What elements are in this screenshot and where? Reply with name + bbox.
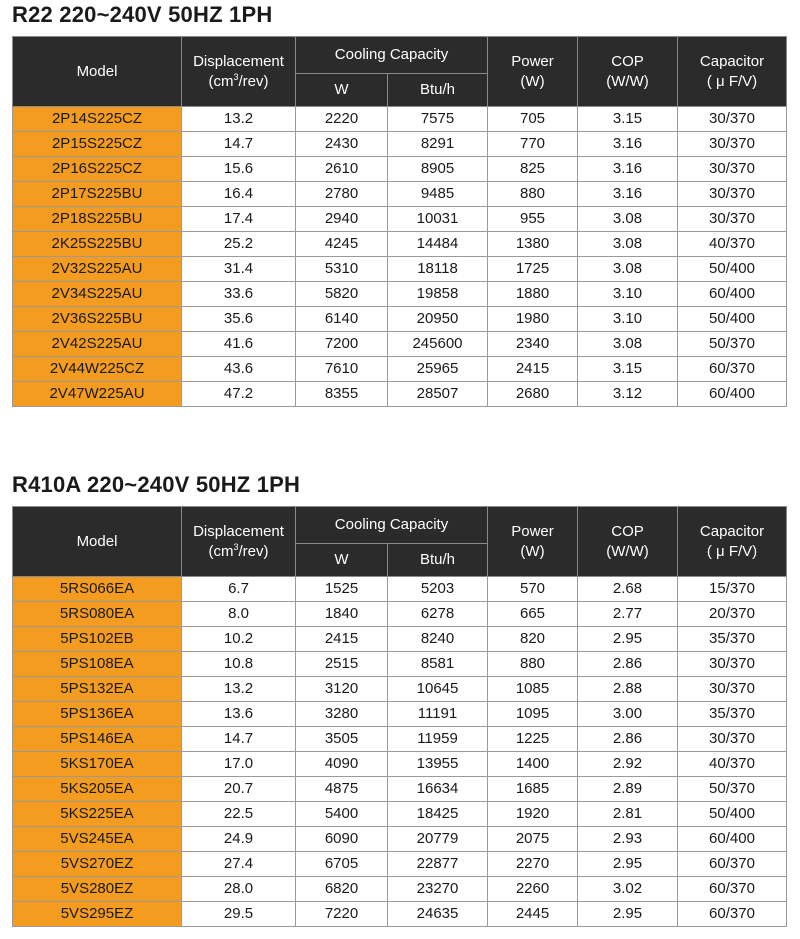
power-cell: 2260 <box>488 877 578 902</box>
header-watts: W <box>296 544 388 577</box>
table-row <box>13 157 787 182</box>
model-cell: 5KS170EA <box>13 752 182 777</box>
header-cop: COP (W/W) <box>578 37 678 107</box>
displacement-cell: 17.0 <box>182 752 296 777</box>
cop-cell: 3.08 <box>578 332 678 357</box>
displacement-cell: 14.7 <box>182 727 296 752</box>
btu-cell: 22877 <box>388 852 488 877</box>
watts-cell: 2220 <box>296 107 388 132</box>
header-cop: COP (W/W) <box>578 507 678 577</box>
watts-cell: 4090 <box>296 752 388 777</box>
cop-cell: 3.10 <box>578 282 678 307</box>
power-cell: 570 <box>488 577 578 602</box>
table-row <box>13 702 787 727</box>
displacement-cell: 25.2 <box>182 232 296 257</box>
power-cell: 2680 <box>488 382 578 407</box>
table-row <box>13 577 787 602</box>
cop-cell: 2.93 <box>578 827 678 852</box>
header-capacitor: Capacitor ( μ F/V) <box>678 37 787 107</box>
table-header <box>13 37 787 107</box>
capacitor-cell: 60/400 <box>678 282 787 307</box>
cop-cell: 2.92 <box>578 752 678 777</box>
cop-cell: 3.08 <box>578 257 678 282</box>
btu-cell: 20779 <box>388 827 488 852</box>
section-title: R410A 220~240V 50HZ 1PH <box>12 472 301 497</box>
model-cell: 5RS080EA <box>13 602 182 627</box>
watts-cell: 5400 <box>296 802 388 827</box>
model-cell: 2V34S225AU <box>13 282 182 307</box>
section-title: R22 220~240V 50HZ 1PH <box>12 2 273 27</box>
power-cell: 2340 <box>488 332 578 357</box>
displacement-cell: 31.4 <box>182 257 296 282</box>
watts-cell: 7220 <box>296 902 388 927</box>
model-cell: 5VS295EZ <box>13 902 182 927</box>
table-row <box>13 332 787 357</box>
watts-cell: 8355 <box>296 382 388 407</box>
capacitor-cell: 50/400 <box>678 802 787 827</box>
table-row <box>13 107 787 132</box>
table-row <box>13 727 787 752</box>
header-displacement: Displacement $(cm^3/rev)$ <box>182 37 296 107</box>
displacement-cell: 14.7 <box>182 132 296 157</box>
power-cell: 825 <box>488 157 578 182</box>
table-row <box>13 652 787 677</box>
displacement-cell: 16.4 <box>182 182 296 207</box>
watts-cell: 2940 <box>296 207 388 232</box>
displacement-cell: 10.8 <box>182 652 296 677</box>
r22-section <box>12 2 786 407</box>
model-cell: 5KS225EA <box>13 802 182 827</box>
cop-cell: 3.15 <box>578 107 678 132</box>
displacement-cell: 17.4 <box>182 207 296 232</box>
displacement-cell: 15.6 <box>182 157 296 182</box>
table-row <box>13 627 787 652</box>
btu-cell: 11959 <box>388 727 488 752</box>
btu-cell: 11191 <box>388 702 488 727</box>
power-cell: 880 <box>488 652 578 677</box>
model-cell: 2P18S225BU <box>13 207 182 232</box>
capacitor-cell: 60/400 <box>678 382 787 407</box>
table-body <box>13 107 787 407</box>
cop-cell: 2.86 <box>578 652 678 677</box>
watts-cell: 3120 <box>296 677 388 702</box>
power-cell: 1920 <box>488 802 578 827</box>
table-row <box>13 257 787 282</box>
cop-cell: 3.08 <box>578 207 678 232</box>
capacitor-cell: 20/370 <box>678 602 787 627</box>
capacitor-cell: 35/370 <box>678 702 787 727</box>
btu-cell: 19858 <box>388 282 488 307</box>
table-row <box>13 382 787 407</box>
watts-cell: 2430 <box>296 132 388 157</box>
watts-cell: 2780 <box>296 182 388 207</box>
power-cell: 665 <box>488 602 578 627</box>
model-cell: 5VS270EZ <box>13 852 182 877</box>
table-row <box>13 182 787 207</box>
cop-cell: 3.15 <box>578 357 678 382</box>
model-cell: 2V42S225AU <box>13 332 182 357</box>
power-cell: 1725 <box>488 257 578 282</box>
displacement-cell: 20.7 <box>182 777 296 802</box>
btu-cell: 18118 <box>388 257 488 282</box>
btu-cell: 13955 <box>388 752 488 777</box>
watts-cell: 4875 <box>296 777 388 802</box>
model-cell: 2P16S225CZ <box>13 157 182 182</box>
header-power: Power (W) <box>488 37 578 107</box>
displacement-cell: 28.0 <box>182 877 296 902</box>
btu-cell: 20950 <box>388 307 488 332</box>
table-row <box>13 207 787 232</box>
watts-cell: 5310 <box>296 257 388 282</box>
watts-cell: 1840 <box>296 602 388 627</box>
header-model: Model <box>13 507 182 577</box>
capacitor-cell: 40/370 <box>678 752 787 777</box>
table-row <box>13 677 787 702</box>
table-body <box>13 577 787 927</box>
power-cell: 2075 <box>488 827 578 852</box>
capacitor-cell: 30/370 <box>678 207 787 232</box>
capacitor-cell: 50/400 <box>678 307 787 332</box>
displacement-cell: 24.9 <box>182 827 296 852</box>
model-cell: 5RS066EA <box>13 577 182 602</box>
btu-cell: 6278 <box>388 602 488 627</box>
table-header <box>13 507 787 577</box>
header-capacitor: Capacitor ( μ F/V) <box>678 507 787 577</box>
model-cell: 5PS136EA <box>13 702 182 727</box>
model-cell: 5VS245EA <box>13 827 182 852</box>
capacitor-cell: 30/370 <box>678 652 787 677</box>
watts-cell: 6140 <box>296 307 388 332</box>
model-cell: 2V47W225AU <box>13 382 182 407</box>
cop-cell: 2.95 <box>578 902 678 927</box>
capacitor-cell: 30/370 <box>678 677 787 702</box>
btu-cell: 8905 <box>388 157 488 182</box>
model-cell: 2P14S225CZ <box>13 107 182 132</box>
cop-cell: 3.16 <box>578 132 678 157</box>
watts-cell: 5820 <box>296 282 388 307</box>
power-cell: 770 <box>488 132 578 157</box>
watts-cell: 3280 <box>296 702 388 727</box>
displacement-cell: 43.6 <box>182 357 296 382</box>
power-cell: 955 <box>488 207 578 232</box>
power-cell: 1880 <box>488 282 578 307</box>
capacitor-cell: 60/370 <box>678 852 787 877</box>
watts-cell: 6705 <box>296 852 388 877</box>
header-cooling-capacity: Cooling Capacity <box>296 37 488 74</box>
btu-cell: 24635 <box>388 902 488 927</box>
power-cell: 1980 <box>488 307 578 332</box>
capacitor-cell: 35/370 <box>678 627 787 652</box>
table-row <box>13 602 787 627</box>
r22-spec-table <box>12 36 787 407</box>
power-cell: 2445 <box>488 902 578 927</box>
displacement-cell: 22.5 <box>182 802 296 827</box>
table-row <box>13 877 787 902</box>
cop-cell: 3.02 <box>578 877 678 902</box>
header-power: Power (W) <box>488 507 578 577</box>
header-model: Model <box>13 37 182 107</box>
table-row <box>13 827 787 852</box>
displacement-cell: 6.7 <box>182 577 296 602</box>
displacement-cell: 35.6 <box>182 307 296 332</box>
cop-cell: 2.88 <box>578 677 678 702</box>
capacitor-cell: 30/370 <box>678 132 787 157</box>
btu-cell: 14484 <box>388 232 488 257</box>
power-cell: 1380 <box>488 232 578 257</box>
watts-cell: 3505 <box>296 727 388 752</box>
watts-cell: 2515 <box>296 652 388 677</box>
table-row <box>13 132 787 157</box>
displacement-cell: 33.6 <box>182 282 296 307</box>
displacement-cell: 13.2 <box>182 107 296 132</box>
displacement-cell: 13.2 <box>182 677 296 702</box>
watts-cell: 7610 <box>296 357 388 382</box>
btu-cell: 10645 <box>388 677 488 702</box>
model-cell: 2V36S225BU <box>13 307 182 332</box>
model-cell: 5PS132EA <box>13 677 182 702</box>
cop-cell: 2.68 <box>578 577 678 602</box>
header-displacement: Displacement $(cm^3/rev)$ <box>182 507 296 577</box>
table-row <box>13 802 787 827</box>
cop-cell: 2.81 <box>578 802 678 827</box>
cop-cell: 2.95 <box>578 627 678 652</box>
btu-cell: 245600 <box>388 332 488 357</box>
capacitor-cell: 30/370 <box>678 727 787 752</box>
cop-cell: 2.95 <box>578 852 678 877</box>
btu-cell: 5203 <box>388 577 488 602</box>
power-cell: 2415 <box>488 357 578 382</box>
capacitor-cell: 60/370 <box>678 877 787 902</box>
table-row <box>13 752 787 777</box>
capacitor-cell: 60/370 <box>678 357 787 382</box>
capacitor-cell: 50/370 <box>678 332 787 357</box>
btu-cell: 16634 <box>388 777 488 802</box>
watts-cell: 4245 <box>296 232 388 257</box>
cop-cell: 3.12 <box>578 382 678 407</box>
capacitor-cell: 30/370 <box>678 182 787 207</box>
header-btu: Btu/h <box>388 74 488 107</box>
btu-cell: 10031 <box>388 207 488 232</box>
btu-cell: 18425 <box>388 802 488 827</box>
model-cell: 5VS280EZ <box>13 877 182 902</box>
cop-cell: 2.77 <box>578 602 678 627</box>
displacement-cell: 47.2 <box>182 382 296 407</box>
displacement-cell: 41.6 <box>182 332 296 357</box>
power-cell: 2270 <box>488 852 578 877</box>
table-row <box>13 307 787 332</box>
table-row <box>13 282 787 307</box>
power-cell: 1085 <box>488 677 578 702</box>
displacement-cell: 8.0 <box>182 602 296 627</box>
model-cell: 2P15S225CZ <box>13 132 182 157</box>
model-cell: 2K25S225BU <box>13 232 182 257</box>
table-row <box>13 777 787 802</box>
capacitor-cell: 60/400 <box>678 827 787 852</box>
power-cell: 1400 <box>488 752 578 777</box>
header-btu: Btu/h <box>388 544 488 577</box>
watts-cell: 6090 <box>296 827 388 852</box>
btu-cell: 8581 <box>388 652 488 677</box>
watts-cell: 2415 <box>296 627 388 652</box>
displacement-cell: 27.4 <box>182 852 296 877</box>
cop-cell: 3.10 <box>578 307 678 332</box>
model-cell: 5PS108EA <box>13 652 182 677</box>
watts-cell: 1525 <box>296 577 388 602</box>
capacitor-cell: 40/370 <box>678 232 787 257</box>
capacitor-cell: 15/370 <box>678 577 787 602</box>
model-cell: 2V44W225CZ <box>13 357 182 382</box>
cop-cell: 3.16 <box>578 157 678 182</box>
capacitor-cell: 50/370 <box>678 777 787 802</box>
cop-cell: 2.89 <box>578 777 678 802</box>
cop-cell: 2.86 <box>578 727 678 752</box>
btu-cell: 7575 <box>388 107 488 132</box>
model-cell: 5KS205EA <box>13 777 182 802</box>
cop-cell: 3.08 <box>578 232 678 257</box>
power-cell: 880 <box>488 182 578 207</box>
table-row <box>13 852 787 877</box>
btu-cell: 8240 <box>388 627 488 652</box>
capacitor-cell: 60/370 <box>678 902 787 927</box>
btu-cell: 23270 <box>388 877 488 902</box>
model-cell: 5PS146EA <box>13 727 182 752</box>
btu-cell: 9485 <box>388 182 488 207</box>
power-cell: 1225 <box>488 727 578 752</box>
model-cell: 5PS102EB <box>13 627 182 652</box>
watts-cell: 2610 <box>296 157 388 182</box>
power-cell: 705 <box>488 107 578 132</box>
table-row <box>13 357 787 382</box>
cop-cell: 3.00 <box>578 702 678 727</box>
btu-cell: 28507 <box>388 382 488 407</box>
model-cell: 2P17S225BU <box>13 182 182 207</box>
header-watts: W <box>296 74 388 107</box>
r410a-spec-table <box>12 506 787 927</box>
btu-cell: 8291 <box>388 132 488 157</box>
power-cell: 1685 <box>488 777 578 802</box>
table-row <box>13 902 787 927</box>
capacitor-cell: 30/370 <box>678 107 787 132</box>
power-cell: 1095 <box>488 702 578 727</box>
btu-cell: 25965 <box>388 357 488 382</box>
table-row <box>13 232 787 257</box>
capacitor-cell: 50/400 <box>678 257 787 282</box>
displacement-cell: 13.6 <box>182 702 296 727</box>
model-cell: 2V32S225AU <box>13 257 182 282</box>
cop-cell: 3.16 <box>578 182 678 207</box>
displacement-cell: 10.2 <box>182 627 296 652</box>
capacitor-cell: 30/370 <box>678 157 787 182</box>
header-cooling-capacity: Cooling Capacity <box>296 507 488 544</box>
watts-cell: 7200 <box>296 332 388 357</box>
displacement-cell: 29.5 <box>182 902 296 927</box>
r410a-section <box>12 472 786 927</box>
power-cell: 820 <box>488 627 578 652</box>
watts-cell: 6820 <box>296 877 388 902</box>
